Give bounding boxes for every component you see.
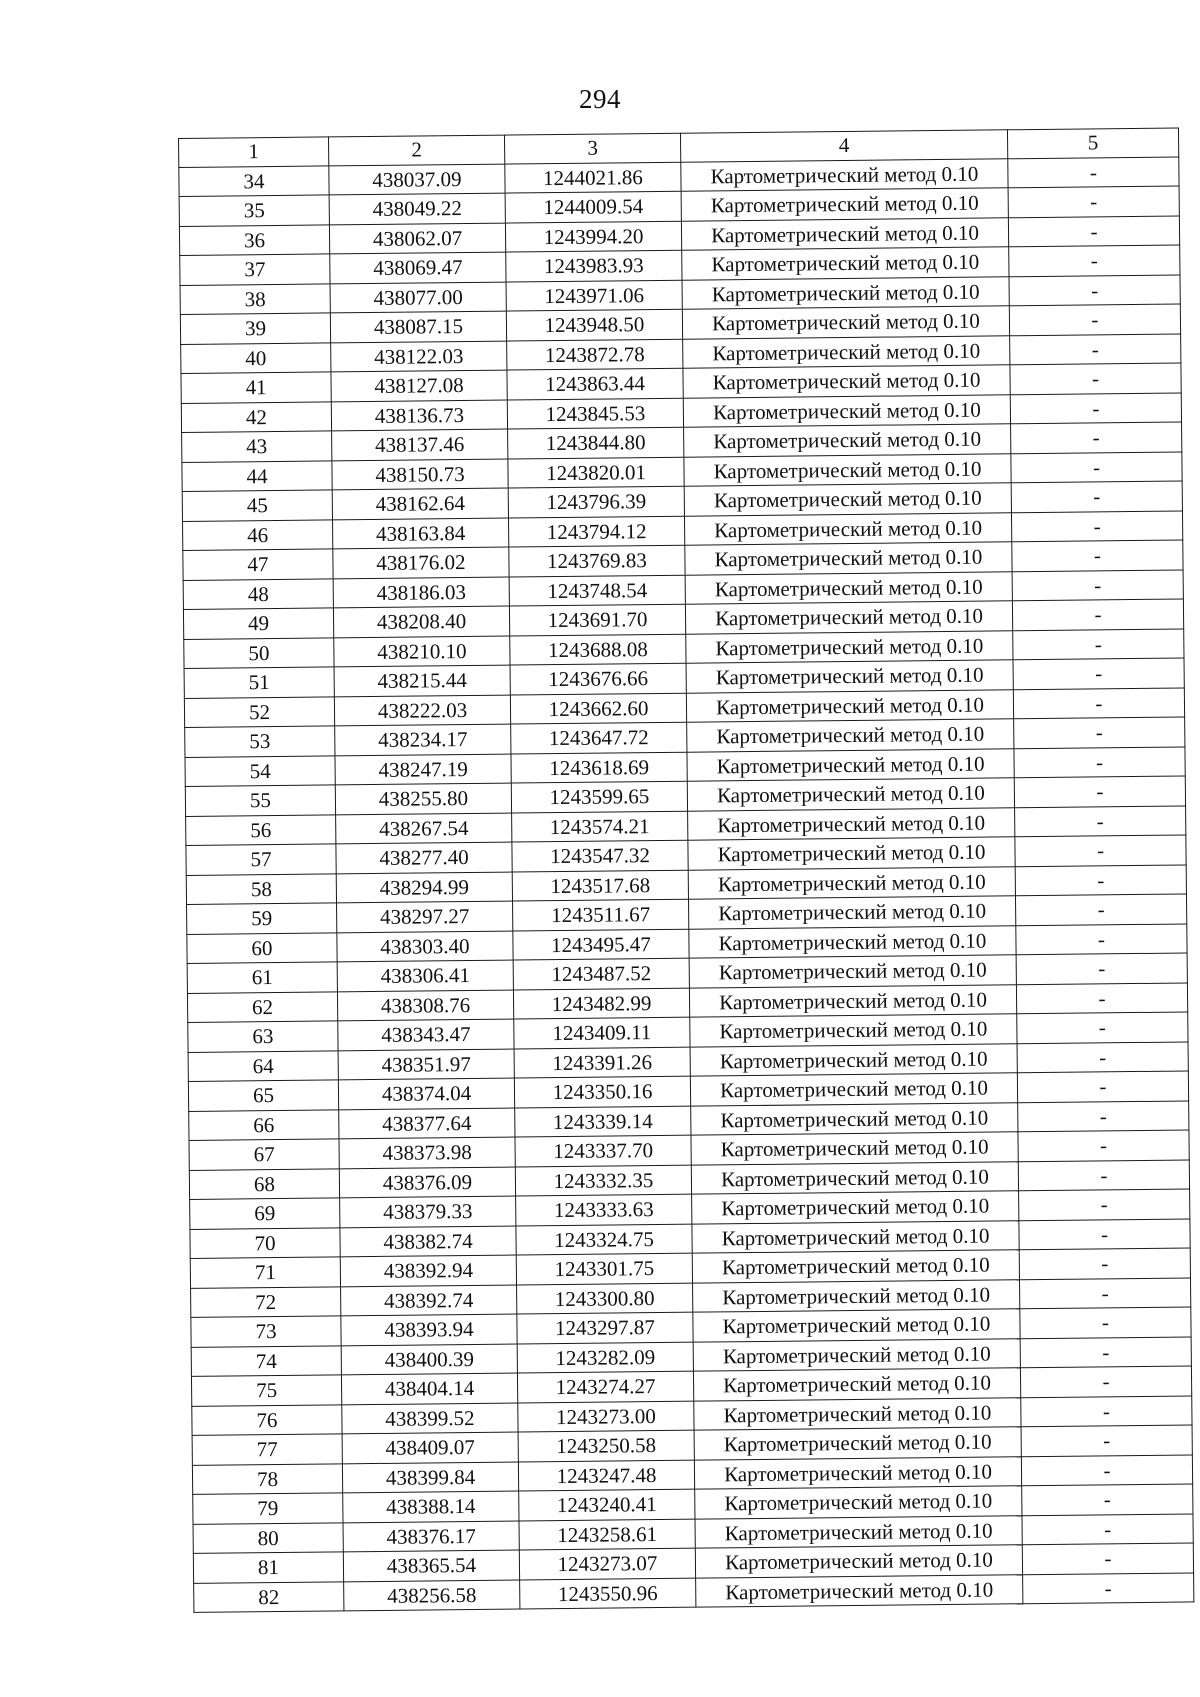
point-number-cell: 60: [187, 932, 337, 963]
y-coordinate-cell: 1243971.06: [506, 280, 682, 311]
x-coordinate-cell: 438294.99: [336, 872, 512, 903]
method-cell: Картометрический метод 0.10: [685, 571, 1012, 604]
y-coordinate-cell: 1243550.96: [520, 1578, 696, 1609]
note-cell: -: [1016, 982, 1187, 1013]
x-coordinate-cell: 438208.40: [333, 606, 509, 637]
method-cell: Картометрический метод 0.10: [694, 1397, 1021, 1430]
point-number-cell: 78: [192, 1463, 342, 1494]
point-number-cell: 46: [183, 519, 333, 550]
point-number-cell: 41: [181, 372, 331, 403]
note-cell: -: [1011, 452, 1182, 483]
point-number-cell: 50: [184, 637, 334, 668]
y-coordinate-cell: 1243495.47: [513, 929, 689, 960]
note-cell: -: [1014, 746, 1185, 777]
point-number-cell: 55: [185, 785, 335, 816]
y-coordinate-cell: 1244009.54: [505, 191, 681, 222]
method-cell: Картометрический метод 0.10: [693, 1338, 1020, 1371]
note-cell: -: [1017, 1041, 1188, 1072]
point-number-cell: 68: [189, 1168, 339, 1199]
x-coordinate-cell: 438400.39: [341, 1344, 517, 1375]
x-coordinate-cell: 438186.03: [333, 577, 509, 608]
x-coordinate-cell: 438077.00: [330, 282, 506, 313]
table-body: [179, 157, 1194, 1613]
method-cell: Картометрический метод 0.10: [681, 188, 1008, 221]
y-coordinate-cell: 1244021.86: [505, 162, 681, 193]
method-cell: Картометрический метод 0.10: [692, 1220, 1019, 1253]
note-cell: -: [1020, 1307, 1191, 1338]
y-coordinate-cell: 1243845.53: [507, 398, 683, 429]
method-cell: Картометрический метод 0.10: [688, 896, 1015, 929]
x-coordinate-cell: 438343.47: [338, 1019, 514, 1050]
x-coordinate-cell: 438215.44: [334, 665, 510, 696]
note-cell: -: [1009, 275, 1180, 306]
y-coordinate-cell: 1243872.78: [507, 339, 683, 370]
point-number-cell: 38: [180, 283, 330, 314]
y-coordinate-cell: 1243409.11: [514, 1017, 690, 1048]
method-cell: Картометрический метод 0.10: [691, 1132, 1018, 1165]
point-number-cell: 49: [183, 608, 333, 639]
point-number-cell: 81: [193, 1552, 343, 1583]
x-coordinate-cell: 438150.73: [332, 459, 508, 490]
note-cell: -: [1016, 923, 1187, 954]
note-cell: -: [1021, 1425, 1192, 1456]
note-cell: -: [1020, 1366, 1191, 1397]
y-coordinate-cell: 1243794.12: [508, 516, 684, 547]
point-number-cell: 51: [184, 667, 334, 698]
method-cell: Картометрический метод 0.10: [690, 1043, 1017, 1076]
x-coordinate-cell: 438373.98: [339, 1137, 515, 1168]
method-cell: Картометрический метод 0.10: [693, 1368, 1020, 1401]
method-cell: Картометрический метод 0.10: [690, 1014, 1017, 1047]
y-coordinate-cell: 1243324.75: [516, 1224, 692, 1255]
note-cell: -: [1015, 864, 1186, 895]
method-cell: Картометрический метод 0.10: [695, 1545, 1022, 1578]
y-coordinate-cell: 1243250.58: [518, 1430, 694, 1461]
method-cell: Картометрический метод 0.10: [688, 837, 1015, 870]
note-cell: -: [1012, 569, 1183, 600]
x-coordinate-cell: 438127.08: [331, 370, 507, 401]
point-number-cell: 35: [179, 195, 329, 226]
method-cell: Картометрический метод 0.10: [692, 1250, 1019, 1283]
x-coordinate-cell: 438393.94: [341, 1314, 517, 1345]
note-cell: -: [1022, 1484, 1193, 1515]
note-cell: -: [1015, 835, 1186, 866]
header-cell-4: 4: [680, 130, 1007, 162]
y-coordinate-cell: 1243820.01: [508, 457, 684, 488]
note-cell: -: [1017, 1071, 1188, 1102]
y-coordinate-cell: 1243300.80: [517, 1283, 693, 1314]
method-cell: Картометрический метод 0.10: [693, 1309, 1020, 1342]
note-cell: -: [1015, 805, 1186, 836]
x-coordinate-cell: 438255.80: [335, 783, 511, 814]
method-cell: Картометрический метод 0.10: [685, 542, 1012, 575]
method-cell: Картометрический метод 0.10: [694, 1427, 1021, 1460]
x-coordinate-cell: 438409.07: [342, 1432, 518, 1463]
x-coordinate-cell: 438382.74: [340, 1226, 516, 1257]
note-cell: -: [1011, 511, 1182, 542]
method-cell: Картометрический метод 0.10: [689, 925, 1016, 958]
point-number-cell: 36: [179, 224, 329, 255]
method-cell: Картометрический метод 0.10: [683, 365, 1010, 398]
x-coordinate-cell: 438137.46: [332, 429, 508, 460]
method-cell: Картометрический метод 0.10: [693, 1279, 1020, 1312]
y-coordinate-cell: 1243511.67: [513, 899, 689, 930]
method-cell: Картометрический метод 0.10: [684, 512, 1011, 545]
x-coordinate-cell: 438122.03: [331, 341, 507, 372]
method-cell: Картометрический метод 0.10: [682, 247, 1009, 280]
x-coordinate-cell: 438256.58: [344, 1580, 520, 1611]
point-number-cell: 59: [187, 903, 337, 934]
note-cell: -: [1016, 953, 1187, 984]
x-coordinate-cell: 438303.40: [337, 931, 513, 962]
note-cell: -: [1018, 1159, 1189, 1190]
note-cell: -: [1011, 481, 1182, 512]
header-cell-2: 2: [328, 135, 504, 165]
method-cell: Картометрический метод 0.10: [689, 955, 1016, 988]
y-coordinate-cell: 1243844.80: [508, 427, 684, 458]
point-number-cell: 52: [184, 696, 334, 727]
y-coordinate-cell: 1243282.09: [517, 1342, 693, 1373]
point-number-cell: 40: [181, 342, 331, 373]
y-coordinate-cell: 1243487.52: [513, 958, 689, 989]
note-cell: -: [1010, 363, 1181, 394]
method-cell: Картометрический метод 0.10: [686, 689, 1013, 722]
x-coordinate-cell: 438297.27: [337, 901, 513, 932]
y-coordinate-cell: 1243769.83: [509, 545, 685, 576]
method-cell: Картометрический метод 0.10: [688, 866, 1015, 899]
x-coordinate-cell: 438392.74: [341, 1285, 517, 1316]
y-coordinate-cell: 1243274.27: [517, 1371, 693, 1402]
method-cell: Картометрический метод 0.10: [694, 1456, 1021, 1489]
y-coordinate-cell: 1243796.39: [508, 486, 684, 517]
point-number-cell: 58: [186, 873, 336, 904]
x-coordinate-cell: 438388.14: [343, 1491, 519, 1522]
point-number-cell: 65: [188, 1080, 338, 1111]
x-coordinate-cell: 438351.97: [338, 1049, 514, 1080]
y-coordinate-cell: 1243339.14: [515, 1106, 691, 1137]
method-cell: Картометрический метод 0.10: [683, 335, 1010, 368]
x-coordinate-cell: 438365.54: [343, 1550, 519, 1581]
note-cell: -: [1018, 1100, 1189, 1131]
point-number-cell: 70: [190, 1227, 340, 1258]
y-coordinate-cell: 1243676.66: [510, 663, 686, 694]
x-coordinate-cell: 438037.09: [329, 164, 505, 195]
note-cell: -: [1013, 687, 1184, 718]
point-number-cell: 77: [192, 1434, 342, 1465]
x-coordinate-cell: 438399.84: [342, 1462, 518, 1493]
method-cell: Картометрический метод 0.10: [687, 719, 1014, 752]
header-cell-3: 3: [504, 133, 680, 163]
note-cell: -: [1017, 1012, 1188, 1043]
method-cell: Картометрический метод 0.10: [689, 984, 1016, 1017]
method-cell: Картометрический метод 0.10: [685, 601, 1012, 634]
method-cell: Картометрический метод 0.10: [683, 394, 1010, 427]
y-coordinate-cell: 1243863.44: [507, 368, 683, 399]
coordinates-table-wrapper: [178, 128, 1194, 1613]
point-number-cell: 42: [181, 401, 331, 432]
header-cell-5: 5: [1007, 128, 1178, 158]
point-number-cell: 69: [190, 1198, 340, 1229]
y-coordinate-cell: 1243517.68: [512, 870, 688, 901]
point-number-cell: 62: [187, 991, 337, 1022]
x-coordinate-cell: 438062.07: [329, 223, 505, 254]
method-cell: Картометрический метод 0.10: [684, 424, 1011, 457]
point-number-cell: 72: [191, 1286, 341, 1317]
note-cell: -: [1021, 1395, 1192, 1426]
point-number-cell: 34: [179, 165, 329, 196]
x-coordinate-cell: 438069.47: [330, 252, 506, 283]
note-cell: -: [1019, 1277, 1190, 1308]
y-coordinate-cell: 1243547.32: [512, 840, 688, 871]
y-coordinate-cell: 1243691.70: [509, 604, 685, 635]
y-coordinate-cell: 1243599.65: [511, 781, 687, 812]
method-cell: Картометрический метод 0.10: [684, 483, 1011, 516]
point-number-cell: 80: [193, 1522, 343, 1553]
y-coordinate-cell: 1243574.21: [512, 811, 688, 842]
page-number: 294: [579, 84, 621, 114]
y-coordinate-cell: 1243297.87: [517, 1312, 693, 1343]
x-coordinate-cell: 438379.33: [340, 1196, 516, 1227]
x-coordinate-cell: 438277.40: [336, 842, 512, 873]
y-coordinate-cell: 1243748.54: [509, 575, 685, 606]
method-cell: Картометрический метод 0.10: [696, 1574, 1023, 1607]
point-number-cell: 71: [190, 1257, 340, 1288]
point-number-cell: 54: [185, 755, 335, 786]
y-coordinate-cell: 1243333.63: [516, 1194, 692, 1225]
note-cell: -: [1008, 157, 1179, 188]
note-cell: -: [1020, 1336, 1191, 1367]
x-coordinate-cell: 438306.41: [337, 960, 513, 991]
note-cell: -: [1011, 422, 1182, 453]
x-coordinate-cell: 438377.64: [339, 1108, 515, 1139]
x-coordinate-cell: 438374.04: [338, 1078, 514, 1109]
note-cell: -: [1023, 1572, 1194, 1603]
point-number-cell: 67: [189, 1139, 339, 1170]
y-coordinate-cell: 1243273.00: [518, 1401, 694, 1432]
coordinates-table: [178, 128, 1194, 1613]
note-cell: -: [1008, 186, 1179, 217]
note-cell: -: [1013, 658, 1184, 689]
y-coordinate-cell: 1243662.60: [510, 693, 686, 724]
y-coordinate-cell: 1243647.72: [511, 722, 687, 753]
x-coordinate-cell: 438392.94: [340, 1255, 516, 1286]
x-coordinate-cell: 438404.14: [341, 1373, 517, 1404]
x-coordinate-cell: 438376.17: [343, 1521, 519, 1552]
x-coordinate-cell: 438376.09: [339, 1167, 515, 1198]
note-cell: -: [1008, 216, 1179, 247]
y-coordinate-cell: 1243337.70: [515, 1135, 691, 1166]
point-number-cell: 39: [180, 313, 330, 344]
note-cell: -: [1010, 334, 1181, 365]
x-coordinate-cell: 438049.22: [329, 193, 505, 224]
point-number-cell: 53: [185, 726, 335, 757]
note-cell: -: [1019, 1189, 1190, 1220]
x-coordinate-cell: 438247.19: [335, 754, 511, 785]
y-coordinate-cell: 1243350.16: [514, 1076, 690, 1107]
point-number-cell: 73: [191, 1316, 341, 1347]
method-cell: Картометрический метод 0.10: [695, 1486, 1022, 1519]
note-cell: -: [1015, 894, 1186, 925]
note-cell: -: [1019, 1218, 1190, 1249]
method-cell: Картометрический метод 0.10: [686, 660, 1013, 693]
point-number-cell: 43: [182, 431, 332, 462]
point-number-cell: 82: [194, 1581, 344, 1612]
x-coordinate-cell: 438308.76: [337, 990, 513, 1021]
method-cell: Картометрический метод 0.10: [681, 158, 1008, 191]
y-coordinate-cell: 1243258.61: [519, 1519, 695, 1550]
y-coordinate-cell: 1243301.75: [516, 1253, 692, 1284]
method-cell: Картометрический метод 0.10: [682, 306, 1009, 339]
y-coordinate-cell: 1243983.93: [506, 250, 682, 281]
x-coordinate-cell: 438136.73: [331, 400, 507, 431]
y-coordinate-cell: 1243994.20: [505, 221, 681, 252]
method-cell: Картометрический метод 0.10: [687, 778, 1014, 811]
point-number-cell: 44: [182, 460, 332, 491]
note-cell: -: [1022, 1513, 1193, 1544]
y-coordinate-cell: 1243688.08: [510, 634, 686, 665]
y-coordinate-cell: 1243247.48: [518, 1460, 694, 1491]
note-cell: -: [1021, 1454, 1192, 1485]
x-coordinate-cell: 438210.10: [334, 636, 510, 667]
point-number-cell: 48: [183, 578, 333, 609]
note-cell: -: [1009, 304, 1180, 335]
point-number-cell: 74: [191, 1345, 341, 1376]
y-coordinate-cell: 1243482.99: [513, 988, 689, 1019]
y-coordinate-cell: 1243948.50: [506, 309, 682, 340]
point-number-cell: 75: [191, 1375, 341, 1406]
note-cell: -: [1012, 599, 1183, 630]
point-number-cell: 37: [180, 254, 330, 285]
method-cell: Картометрический метод 0.10: [692, 1191, 1019, 1224]
point-number-cell: 56: [186, 814, 336, 845]
y-coordinate-cell: 1243240.41: [519, 1489, 695, 1520]
note-cell: -: [1012, 540, 1183, 571]
y-coordinate-cell: 1243273.07: [519, 1548, 695, 1579]
x-coordinate-cell: 438162.64: [332, 488, 508, 519]
note-cell: -: [1014, 717, 1185, 748]
note-cell: -: [1014, 776, 1185, 807]
method-cell: Картометрический метод 0.10: [682, 276, 1009, 309]
note-cell: -: [1009, 245, 1180, 276]
x-coordinate-cell: 438087.15: [330, 311, 506, 342]
point-number-cell: 57: [186, 844, 336, 875]
y-coordinate-cell: 1243391.26: [514, 1047, 690, 1078]
note-cell: -: [1019, 1248, 1190, 1279]
point-number-cell: 45: [182, 490, 332, 521]
method-cell: Картометрический метод 0.10: [681, 217, 1008, 250]
x-coordinate-cell: 438176.02: [333, 547, 509, 578]
note-cell: -: [1018, 1130, 1189, 1161]
method-cell: Картометрический метод 0.10: [691, 1161, 1018, 1194]
point-number-cell: 63: [188, 1021, 338, 1052]
point-number-cell: 76: [192, 1404, 342, 1435]
x-coordinate-cell: 438222.03: [334, 695, 510, 726]
x-coordinate-cell: 438234.17: [335, 724, 511, 755]
note-cell: -: [1013, 628, 1184, 659]
point-number-cell: 64: [188, 1050, 338, 1081]
method-cell: Картометрический метод 0.10: [684, 453, 1011, 486]
x-coordinate-cell: 438399.52: [342, 1403, 518, 1434]
method-cell: Картометрический метод 0.10: [688, 807, 1015, 840]
x-coordinate-cell: 438267.54: [336, 813, 512, 844]
point-number-cell: 66: [189, 1109, 339, 1140]
method-cell: Картометрический метод 0.10: [690, 1073, 1017, 1106]
note-cell: -: [1010, 393, 1181, 424]
header-cell-1: 1: [179, 137, 329, 167]
method-cell: Картометрический метод 0.10: [687, 748, 1014, 781]
point-number-cell: 47: [183, 549, 333, 580]
y-coordinate-cell: 1243332.35: [515, 1165, 691, 1196]
x-coordinate-cell: 438163.84: [333, 518, 509, 549]
note-cell: -: [1022, 1543, 1193, 1574]
method-cell: Картометрический метод 0.10: [695, 1515, 1022, 1548]
y-coordinate-cell: 1243618.69: [511, 752, 687, 783]
point-number-cell: 61: [187, 962, 337, 993]
point-number-cell: 79: [193, 1493, 343, 1524]
method-cell: Картометрический метод 0.10: [691, 1102, 1018, 1135]
method-cell: Картометрический метод 0.10: [686, 630, 1013, 663]
